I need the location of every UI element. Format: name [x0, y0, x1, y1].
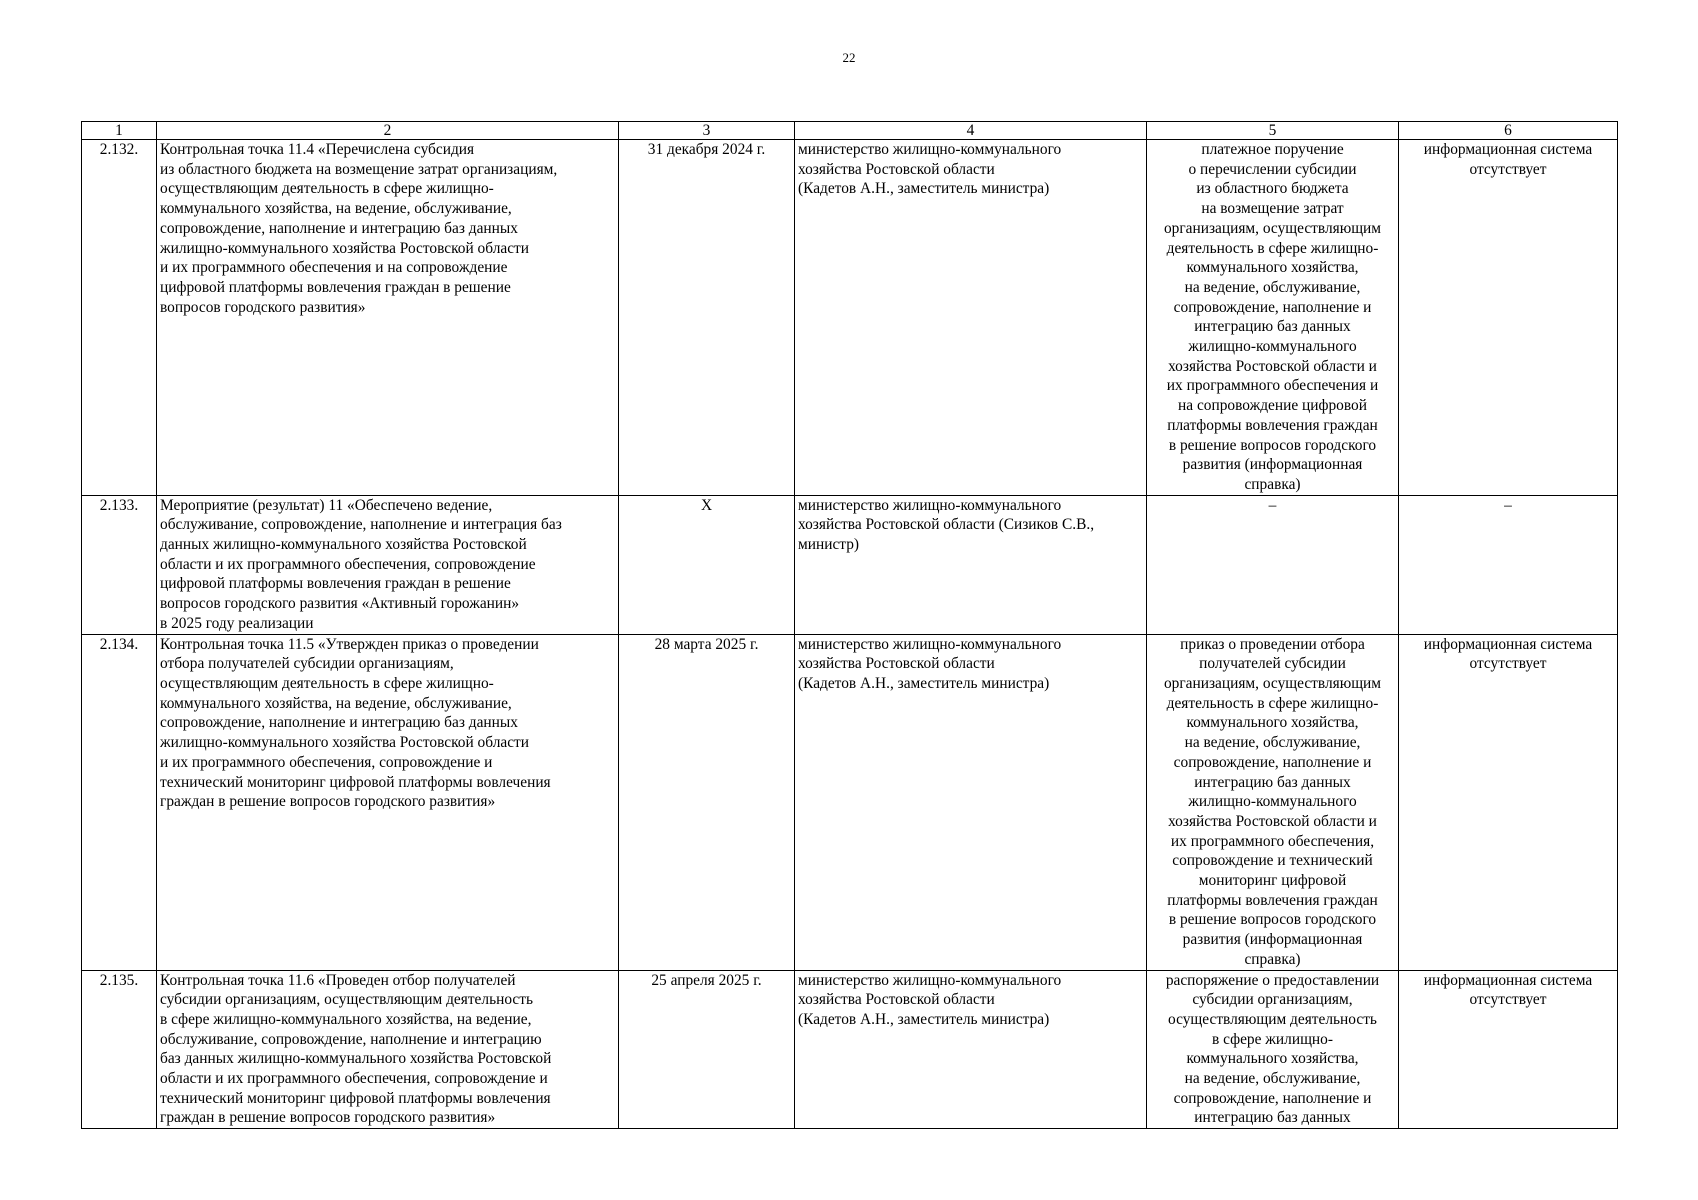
- event-name-cell: Мероприятие (результат) 11 «Обеспечено ведение, обслуживание, сопровождение, наполнение и интеграция баз данных жилищно-коммунального хозяйства Ростовской области и их программного обеспечения, сопровождение цифровой платформы вовлечения граждан в решение вопросов городского развития «Активный горожанин» в 2025 году реализации: [157, 495, 619, 634]
- event-name-cell: Контрольная точка 11.5 «Утвержден приказ о проведении отбора получателей субсидии организациям, осуществляющим деятельность в сфере жилищно- коммунального хозяйства, на ведение, обслуживание, сопровождение, наполнение и интеграцию баз данных жилищно-коммунального хозяйства Ростовской области и их программного обеспечения, сопровождение и технический мониторинг цифровой платформы вовлечения граждан в решение вопросов городского развития»: [157, 634, 619, 970]
- row-number: 2.135.: [82, 970, 157, 1129]
- date-cell: 25 апреля 2025 г.: [619, 970, 795, 1129]
- row-number: 2.133.: [82, 495, 157, 634]
- date-cell: X: [619, 495, 795, 634]
- table-row: [82, 970, 1618, 1129]
- info-system-cell: информационная система отсутствует: [1399, 634, 1618, 970]
- responsible-cell: министерство жилищно-коммунального хозяйства Ростовской области (Сизиков С.В., министр): [795, 495, 1147, 634]
- column-header: 6: [1399, 122, 1618, 140]
- responsible-cell: министерство жилищно-коммунального хозяйства Ростовской области (Кадетов А.Н., заместитель министра): [795, 140, 1147, 496]
- event-name-cell: Контрольная точка 11.4 «Перечислена субсидия из областного бюджета на возмещение затрат организациям, осуществляющим деятельность в сфере жилищно- коммунального хозяйства, на ведение, обслуживание, сопровождение, наполнение и интеграцию баз данных жилищно-коммунального хозяйства Ростовской области и их программного обеспечения и на сопровождение цифровой платформы вовлечения граждан в решение вопросов городского развития»: [157, 140, 619, 496]
- column-header: 4: [795, 122, 1147, 140]
- row-number: 2.132.: [82, 140, 157, 496]
- plan-table: [81, 121, 1618, 1129]
- page-number: 22: [842, 50, 856, 65]
- responsible-cell: министерство жилищно-коммунального хозяйства Ростовской области (Кадетов А.Н., заместитель министра): [795, 634, 1147, 970]
- row-number: 2.134.: [82, 634, 157, 970]
- event-name-cell: Контрольная точка 11.6 «Проведен отбор получателей субсидии организациям, осуществляющим деятельность в сфере жилищно-коммунального хозяйства, на ведение, обслуживание, сопровождение, наполнение и интеграцию баз данных жилищно-коммунального хозяйства Ростовской области и их программного обеспечения, сопровождение и технический мониторинг цифровой платформы вовлечения граждан в решение вопросов городского развития»: [157, 970, 619, 1129]
- table-header-row: [82, 122, 1618, 140]
- document-cell: распоряжение о предоставлении субсидии организациям, осуществляющим деятельность в сфере жилищно- коммунального хозяйства, на ведение, обслуживание, сопровождение, наполнение и интеграцию баз данных: [1147, 970, 1399, 1129]
- column-header: 1: [82, 122, 157, 140]
- date-cell: 28 марта 2025 г.: [619, 634, 795, 970]
- info-system-cell: –: [1399, 495, 1618, 634]
- responsible-cell: министерство жилищно-коммунального хозяйства Ростовской области (Кадетов А.Н., заместитель министра): [795, 970, 1147, 1129]
- info-system-cell: информационная система отсутствует: [1399, 970, 1618, 1129]
- document-cell: платежное поручение о перечислении субсидии из областного бюджета на возмещение затрат организациям, осуществляющим деятельность в сфере жилищно- коммунального хозяйства, на ведение, обслуживание, сопровождение, наполнение и интеграцию баз данных жилищно-коммунального хозяйства Ростовской области и их программного обеспечения и на сопровождение цифровой платформы вовлечения граждан в решение вопросов городского развития (информационная справка): [1147, 140, 1399, 496]
- column-header: 3: [619, 122, 795, 140]
- table-row: [82, 495, 1618, 634]
- table-row: [82, 140, 1618, 496]
- column-header: 5: [1147, 122, 1399, 140]
- table-row: [82, 634, 1618, 970]
- info-system-cell: информационная система отсутствует: [1399, 140, 1618, 496]
- column-header: 2: [157, 122, 619, 140]
- document-cell: приказ о проведении отбора получателей субсидии организациям, осуществляющим деятельность в сфере жилищно- коммунального хозяйства, на ведение, обслуживание, сопровождение, наполнение и интеграцию баз данных жилищно-коммунального хозяйства Ростовской области и их программного обеспечения, сопровождение и технический мониторинг цифровой платформы вовлечения граждан в решение вопросов городского развития (информационная справка): [1147, 634, 1399, 970]
- document-cell: –: [1147, 495, 1399, 634]
- date-cell: 31 декабря 2024 г.: [619, 140, 795, 496]
